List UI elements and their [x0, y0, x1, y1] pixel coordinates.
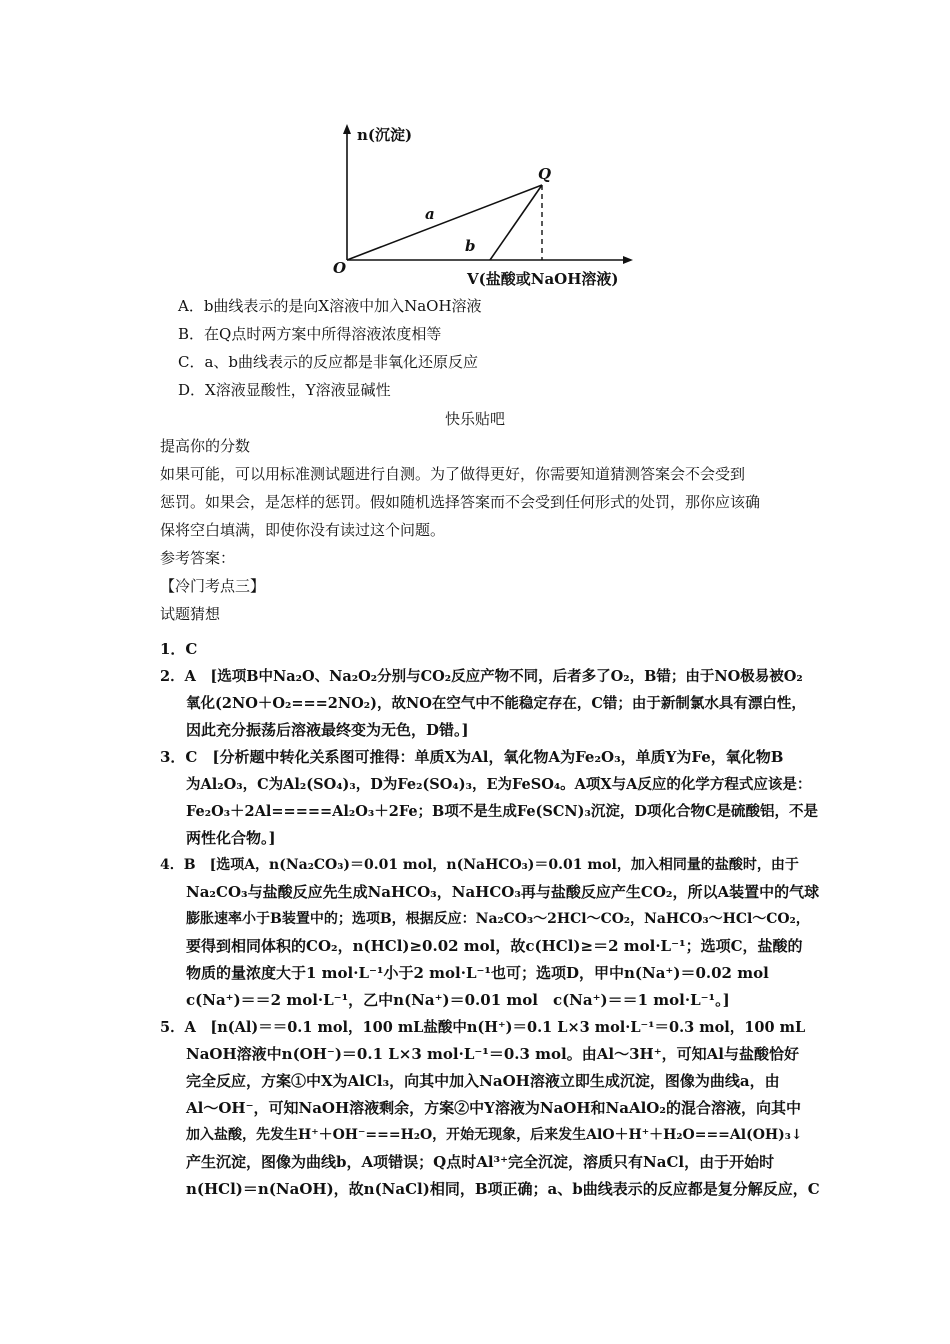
answer-4-line: 膨胀速率小于B装置中的；选项B，根据反应：Na₂CO₃～2HCl～CO₂，NaHCO₃～HCl～CO₂，: [186, 911, 810, 927]
answer-3-line: 为Al₂O₃，C为Al₂(SO₄)₃，D为Fe₂(SO₄)₃，E为FeSO₄。A项X与A反应的化学方程式应该是：: [186, 776, 812, 793]
tip-block: [160, 436, 810, 632]
answer-4-line: Na₂CO₃与盐酸反应先生成NaHCO₃，NaHCO₃再与盐酸反应产生CO₂，所以A装置中的气球: [186, 883, 820, 901]
answer-1: 1．C: [160, 640, 198, 658]
answer-4-line: 物质的量浓度大于1 mol·L⁻¹小于2 mol·L⁻¹也可；选项D，甲中n(Na⁺)＝0.02 mol: [186, 964, 769, 982]
answer-2-line: 因此充分振荡后溶液最终变为无色，D错。]: [186, 721, 469, 739]
answer-5-line: NaOH溶液中n(OH⁻)＝0.1 L×3 mol·L⁻¹＝0.3 mol。由Al～3H⁺，可知Al与盐酸恰好: [186, 1045, 799, 1063]
option-a: A．b曲线表示的是向X溶液中加入NaOH溶液: [178, 297, 482, 315]
option-c: C．a、b曲线表示的反应都是非氧化还原反应: [178, 353, 479, 371]
tip-line: 如果可能，可以用标准测试题进行自测。为了做得更好，你需要知道猜测答案会不会受到: [160, 465, 746, 483]
answer-2-line: 2．A [选项B中Na₂O、Na₂O₂分别与CO₂反应产物不同，后者多了O₂，B错；由于NO极易被O₂: [160, 668, 803, 685]
curve-b-label: b: [465, 237, 476, 255]
section-tag: 【冷门考点三】: [160, 577, 266, 595]
tip-heading: 提高你的分数: [160, 437, 251, 455]
answer-2-line: 氧化(2NO＋O₂===2NO₂)，故NO在空气中不能稳定存在，C错；由于新制氯水具有漂白性，: [186, 695, 806, 712]
y-axis-arrow: [343, 124, 351, 134]
curve-b-line: [490, 185, 542, 260]
ref-heading: 参考答案：: [160, 549, 236, 567]
answer-5-line: 完全反应，方案①中X为AlCl₃，向其中加入NaOH溶液立即生成沉淀，图像为曲线a，由: [186, 1072, 780, 1090]
curve-a-label: a: [425, 205, 435, 223]
answers-block: [160, 638, 820, 1205]
tip-line: 保将空白填满，即使你没有读过这个问题。: [160, 521, 446, 539]
answer-4-line: 4．B [选项A，n(Na₂CO₃)＝0.01 mol，n(NaHCO₃)＝0.01 mol，加入相同量的盐酸时，由于: [160, 857, 799, 873]
answer-3-line: 两性化合物。]: [186, 829, 276, 847]
answer-5-line: 加入盐酸，先发生H⁺＋OH⁻===H₂O，开始无现象，后来发生AlO＋H⁺＋H₂O===Al(OH)₃↓: [186, 1127, 803, 1143]
answer-3-line: Fe₂O₃＋2Al=====Al₂O₃＋2Fe；B项不是生成Fe(SCN)₃沉淀，D项化合物C是硫酸铝，不是: [186, 803, 818, 820]
answer-5-line: n(HCl)＝n(NaOH)，故n(NaCl)相同，B项正确；a、b曲线表示的反应都是复分解反应，C: [186, 1180, 820, 1198]
tip-line: 惩罚。如果会，是怎样的惩罚。假如随机选择答案而不会受到任何形式的处罚，那你应该确: [160, 493, 761, 511]
origin-label: O: [333, 259, 347, 277]
answer-5-line: Al～OH⁻，可知NaOH溶液剩余，方案②中Y溶液为NaOH和NaAlO₂的混合溶液，向其中: [186, 1099, 801, 1117]
answer-4-line: 要得到相同体积的CO₂，n(HCl)≥0.02 mol，故c(HCl)≥＝2 mol·L⁻¹；选项C，盐酸的: [186, 937, 803, 955]
answer-3-line: 3．C [分析题中转化关系图可推得：单质X为Al，氧化物A为Fe₂O₃，单质Y为Fe，氧化物B: [160, 748, 784, 766]
option-b: B．在Q点时两方案中所得溶液浓度相等: [178, 325, 442, 343]
precipitate-graph: [325, 118, 645, 293]
answer-5-line: 产生沉淀，图像为曲线b，A项错误；Q点时Al³⁺完全沉淀，溶质只有NaCl，由于开始时: [186, 1153, 775, 1171]
x-axis-arrow: [623, 256, 633, 264]
x-axis-label: V(盐酸或NaOH溶液): [467, 270, 619, 288]
point-q-label: Q: [538, 165, 552, 183]
section-title: 快乐贴吧: [444, 410, 505, 428]
answer-5-line: 5．A [n(Al)＝＝0.1 mol，100 mL盐酸中n(H⁺)＝0.1 L×3 mol·L⁻¹＝0.3 mol，100 mL: [160, 1019, 806, 1036]
sub-heading: 试题猜想: [160, 605, 221, 623]
answer-4-line: c(Na⁺)＝＝2 mol·L⁻¹，乙中n(Na⁺)＝0.01 mol c(Na⁺)＝＝1 mol·L⁻¹。]: [186, 991, 730, 1009]
y-axis-label: n(沉淀): [357, 126, 413, 144]
curve-a-line: [347, 185, 542, 260]
option-d: D．X溶液显酸性，Y溶液显碱性: [178, 381, 391, 399]
